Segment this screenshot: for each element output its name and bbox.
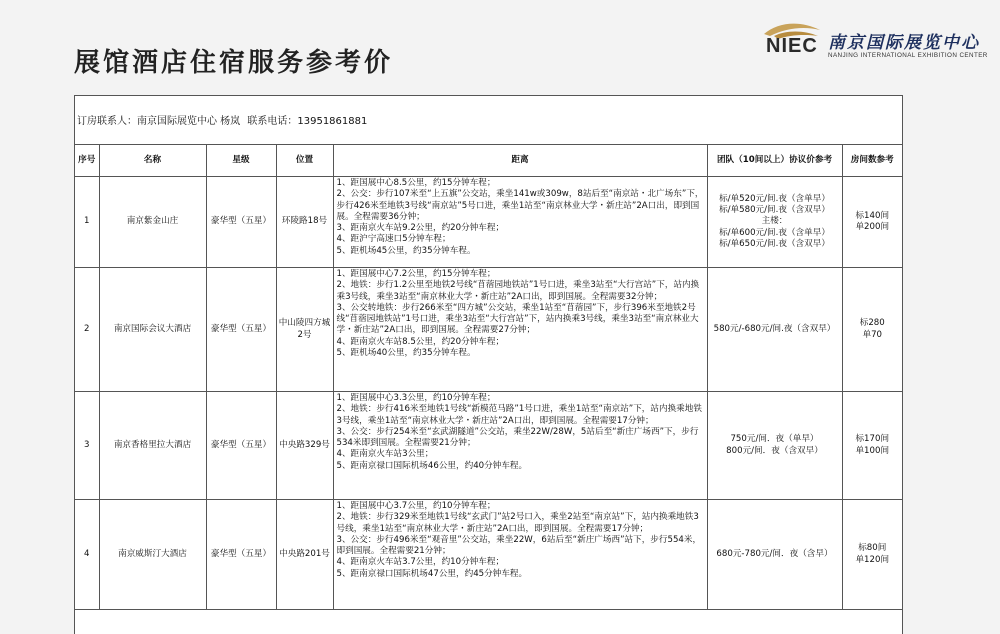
table-row bbox=[75, 268, 902, 392]
page-header bbox=[0, 0, 1000, 92]
distance-line: 2、地铁：步行416米至地铁1号线“新模范马路”1号口进，乘坐1站至“南京站”下，站内换乘地铁3号线，乘坐1站至“南京林业大学・新庄站”2A口出，即到国展。全程需要17分钟； bbox=[336, 404, 702, 426]
header-no: 序号 bbox=[75, 145, 99, 177]
row-price bbox=[707, 177, 842, 268]
price-line: 750元/间．夜（单早） bbox=[730, 434, 819, 445]
distance-line: 3、公交：步行496米至“观音里”公交站，乘坐22W，6站后至“新庄广场西”站下，步行554米，即到国展。全程需要21分钟； bbox=[336, 534, 702, 557]
price-line: 标/单580元/间.夜（含双早） bbox=[719, 205, 830, 216]
row-price bbox=[707, 268, 842, 392]
row-no: 4 bbox=[75, 500, 99, 610]
header-distance: 距离 bbox=[333, 145, 707, 177]
distance-line: 4、距南京火车站3公里； bbox=[336, 449, 434, 460]
distance-line: 4、距沪宁高速口5分钟车程； bbox=[336, 234, 451, 245]
distance-line: 5、距机场40公里，约35分钟车程。 bbox=[336, 348, 476, 359]
contact-person: 订房联系人：南京国际展览中心 杨岚 bbox=[77, 116, 241, 127]
row-name: 南京威斯汀大酒店 bbox=[99, 500, 206, 610]
distance-line: 2、地铁：步行329米至地铁1号线“玄武门”站2号口入，乘坐2站至“南京站”下，站内换乘地铁3号线，乘坐1站至“南京林业大学・新庄站”2A口出，即到国展。全程需要17分钟； bbox=[336, 512, 699, 534]
rooms-line: 单200间 bbox=[855, 222, 890, 232]
row-rooms bbox=[842, 177, 902, 268]
header-star: 星级 bbox=[206, 145, 276, 177]
row-name: 南京紫金山庄 bbox=[99, 177, 206, 268]
price-line: 800元/间．夜（含双早） bbox=[726, 445, 823, 456]
row-location: 环陵路18号 bbox=[276, 177, 333, 268]
rooms-line: 标140间 bbox=[855, 210, 890, 221]
price-line: 标/单520元/间.夜（含单早） bbox=[719, 193, 830, 204]
row-no: 2 bbox=[75, 268, 99, 392]
price-line: 680元-780元/间．夜（含早） bbox=[716, 548, 833, 559]
price-line: 标/单650元/间.夜（含双早） bbox=[719, 238, 830, 249]
logo-abbr: NIEC bbox=[766, 35, 818, 57]
table-row bbox=[75, 177, 902, 268]
distance-line: 1、距国展中心3.7公里，约10分钟车程； bbox=[336, 501, 496, 511]
row-no: 1 bbox=[75, 177, 99, 268]
header-price: 团队（10间以上）协议价参考 bbox=[707, 145, 842, 177]
niec-logo bbox=[760, 20, 990, 62]
table-row bbox=[75, 392, 902, 500]
logo-cn-name: 南京国际展览中心 bbox=[828, 33, 980, 53]
distance-line: 3、公交转地铁：步行266米至“四方城”公交站，乘坐1站至“苜蓿园”下，步行396米至地铁2号线“苜蓿园地铁站”1号口进，乘坐3站至“大行宫站”下，站内换乘3号线，乘坐3站至“南京林业大学・新庄站”2A口出，即到国展。全程需要27分钟； bbox=[336, 302, 699, 336]
contact-line bbox=[75, 96, 902, 145]
distance-line: 4、距南京火车站3.7公里，约10分钟车程； bbox=[336, 557, 505, 568]
row-distance bbox=[333, 268, 707, 392]
row-price bbox=[707, 392, 842, 500]
row-distance bbox=[333, 177, 707, 268]
row-distance bbox=[333, 500, 707, 610]
row-star: 豪华型（五星） bbox=[206, 500, 276, 610]
price-line: 580元/-680元/间.夜（含双早） bbox=[713, 323, 836, 334]
hotel-price-table-container bbox=[74, 95, 903, 634]
header-location: 位置 bbox=[276, 145, 333, 177]
row-star: 豪华型（五星） bbox=[206, 177, 276, 268]
row-price bbox=[707, 500, 842, 610]
row-rooms bbox=[842, 392, 902, 500]
logo-en-name: NANJING INTERNATIONAL EXHIBITION CENTER bbox=[828, 52, 988, 59]
rooms-line: 单100间 bbox=[855, 445, 890, 456]
table-header-row bbox=[75, 145, 902, 177]
rooms-line: 标80间 bbox=[858, 543, 887, 554]
rooms-line: 标280 bbox=[859, 318, 885, 329]
row-name: 南京香格里拉大酒店 bbox=[99, 392, 206, 500]
distance-line: 2、公交：步行107米至“上五旗”公交站，乘坐141w或309w，8站后至“南京站・北广场东”下，步行426米至地铁3号线“南京站”5号口进，乘坐1站至“南京林业大学・新庄站”2A口出，即到国展。全程需要36分钟； bbox=[336, 189, 704, 222]
distance-line: 2、地铁：步行1.2公里至地铁2号线“苜蓿园地铁站”1号口进，乘坐3站至“大行宫站”下，站内换乘3号线，乘坐3站至“南京林业大学・新庄站”2A口出，即到国展。全程需要32分钟； bbox=[336, 280, 700, 302]
distance-line: 3、距南京火车站9.2公里，约20分钟车程； bbox=[336, 223, 505, 234]
row-location: 中央路201号 bbox=[276, 500, 333, 610]
distance-line: 1、距国展中心7.2公里，约15分钟车程； bbox=[336, 269, 496, 279]
row-rooms bbox=[842, 268, 902, 392]
row-star: 豪华型（五星） bbox=[206, 392, 276, 500]
table-row bbox=[75, 500, 902, 610]
distance-line: 3、公交：步行254米至“玄武湖隧道”公交站，乘坐22W/28W，5站后至“新庄广场西”下，步行534米即到国展。全程需要21分钟； bbox=[336, 426, 699, 449]
rooms-line: 单70 bbox=[862, 329, 883, 340]
row-location: 中央路329号 bbox=[276, 392, 333, 500]
header-rooms: 房间数参考 bbox=[842, 145, 902, 177]
row-location: 中山陵四方城2号 bbox=[276, 268, 333, 392]
page-title: 展馆酒店住宿服务参考价 bbox=[74, 48, 394, 78]
contact-phone: 联系电话：13951861881 bbox=[247, 116, 368, 127]
header-name: 名称 bbox=[99, 145, 206, 177]
distance-line: 4、距南京火车站8.5公里，约20分钟车程； bbox=[336, 336, 505, 347]
rooms-line: 标170间 bbox=[855, 434, 890, 445]
distance-line: 5、距南京禄口国际机场47公里，约45分钟车程。 bbox=[336, 568, 528, 579]
rooms-line: 单120间 bbox=[855, 554, 890, 565]
distance-line: 5、距机场45公里，约35分钟车程。 bbox=[336, 245, 476, 256]
price-line: 主楼： bbox=[761, 216, 788, 227]
row-rooms bbox=[842, 500, 902, 610]
price-line: 标/单600元/间.夜（含单早） bbox=[719, 227, 830, 238]
distance-line: 1、距国展中心8.5公里，约15分钟车程； bbox=[336, 178, 496, 188]
row-distance bbox=[333, 392, 707, 500]
distance-line: 1、距国展中心3.3公里，约10分钟车程； bbox=[336, 393, 496, 403]
distance-line: 5、距南京禄口国际机场46公里，约40分钟车程。 bbox=[336, 460, 528, 471]
hotel-price-table bbox=[75, 145, 902, 610]
row-name: 南京国际会议大酒店 bbox=[99, 268, 206, 392]
row-star: 豪华型（五星） bbox=[206, 268, 276, 392]
row-no: 3 bbox=[75, 392, 99, 500]
